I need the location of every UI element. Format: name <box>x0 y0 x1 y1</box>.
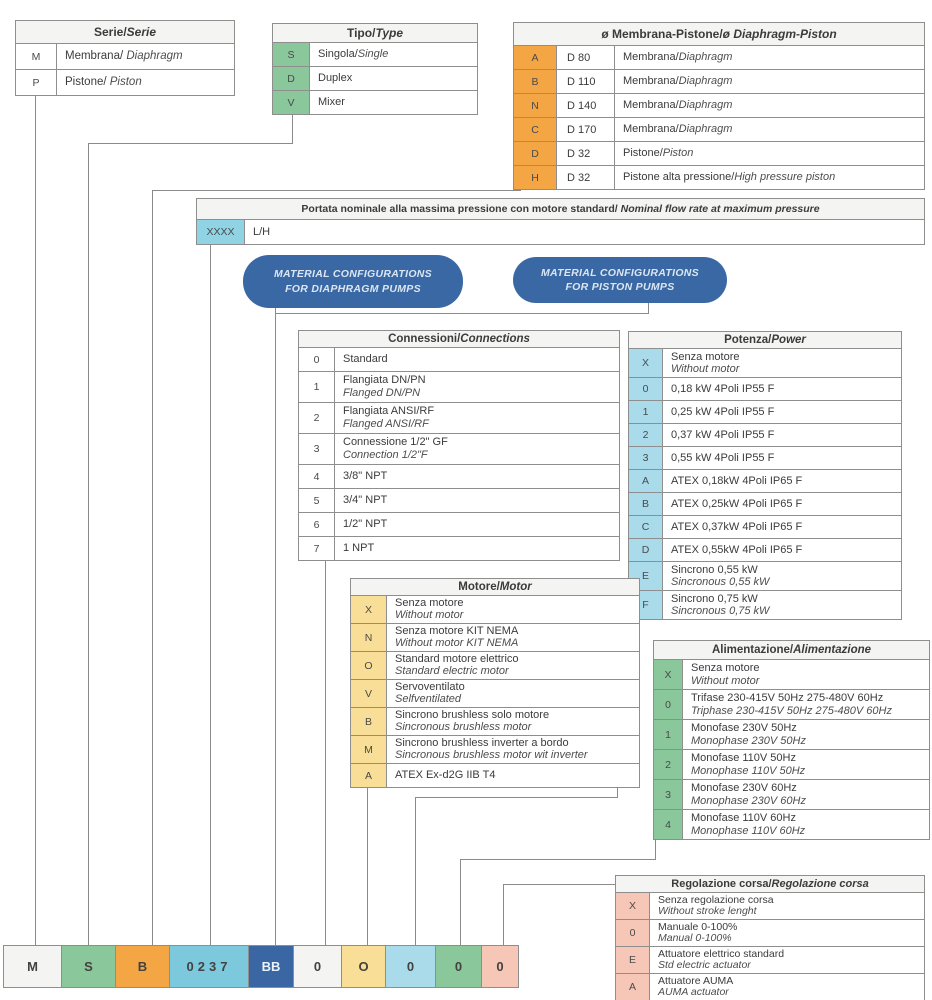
code-cell: X <box>654 660 683 689</box>
description-italian: Connessione 1/2" GF <box>343 436 448 448</box>
description-english: Without stroke lenght <box>658 905 757 917</box>
description-cell <box>663 542 901 558</box>
description-cell <box>310 70 477 87</box>
description-cell <box>615 49 924 66</box>
code-cell: 4 <box>299 465 335 488</box>
description-italian: ATEX Ex-d2G IIB T4 <box>395 768 496 781</box>
description-cell <box>335 492 619 509</box>
table-row <box>629 562 901 591</box>
description-cell <box>683 660 929 689</box>
description-italian: Membrana/ <box>623 51 679 63</box>
code-cell: 2 <box>299 403 335 433</box>
code-cell: A <box>629 470 663 492</box>
description-italian: Membrana/ <box>65 50 124 62</box>
flow-unit-cell: L/H <box>253 225 271 238</box>
code-cell: A <box>616 974 650 1000</box>
motore-table <box>350 578 640 788</box>
description-english: Sincronous 0,55 kW <box>671 576 770 588</box>
code-cell: 1 <box>629 401 663 423</box>
description-english: Diaphragm <box>678 75 733 87</box>
description-english: Without motor <box>395 608 464 621</box>
table-row <box>654 750 929 780</box>
description-cell <box>387 652 639 679</box>
title-english: Alimentazione <box>793 644 872 656</box>
code-cell: A <box>351 764 387 787</box>
potenza-table <box>628 331 902 620</box>
size-cell: D 170 <box>557 118 615 141</box>
description-italian: Trifase 230-415V 50Hz 275-480V 60Hz <box>691 692 884 704</box>
size-cell: D 110 <box>557 70 615 93</box>
table-row <box>629 378 901 401</box>
title-italian: Serie/ <box>93 25 127 39</box>
example-code-row <box>3 945 519 988</box>
description-italian: Sincrono brushless solo motore <box>395 709 550 721</box>
description-italian: Flangiata DN/PN <box>343 374 426 386</box>
code-cell: X <box>616 893 650 919</box>
table-title <box>514 23 924 46</box>
description-italian: ATEX 0,55kW 4Poli IP65 F <box>671 544 803 556</box>
description-italian: Attuatore elettrico standard <box>658 948 785 960</box>
connector-line <box>460 859 656 860</box>
description-cell <box>615 169 924 186</box>
description-cell <box>663 381 901 397</box>
description-cell <box>387 624 639 651</box>
table-row <box>351 652 639 680</box>
description-italian: Monofase 230V 60Hz <box>691 782 797 794</box>
description-english: High pressure piston <box>734 171 836 183</box>
title-italian: Motore/ <box>458 581 500 593</box>
description-cell <box>387 736 639 763</box>
description-italian: Senza motore KIT NEMA <box>395 625 519 637</box>
connector-line <box>88 143 293 144</box>
description-cell <box>335 351 619 368</box>
table-row <box>299 465 619 489</box>
code-row-cell: BB <box>248 945 294 988</box>
code-cell: C <box>629 516 663 538</box>
connector-line <box>152 190 521 191</box>
table-row <box>629 447 901 470</box>
description-italian: 0,37 kW 4Poli IP55 F <box>671 429 775 441</box>
table-row <box>299 537 619 560</box>
description-italian: Flangiata ANSI/RF <box>343 405 435 417</box>
material-config-piston-box: MATERIAL CONFIGURATIONS FOR PISTON PUMPS <box>513 257 727 303</box>
code-cell: E <box>629 562 663 590</box>
description-italian: 3/4" NPT <box>343 494 388 506</box>
description-cell <box>335 403 619 433</box>
table-row <box>299 372 619 403</box>
material-config-diaphragm-box: MATERIAL CONFIGURATIONS FOR DIAPHRAGM PUMPS <box>243 255 463 308</box>
description-english: Single <box>357 48 389 60</box>
title-english: Power <box>771 334 806 346</box>
connector-line <box>35 85 36 950</box>
table-row <box>299 513 619 537</box>
table-row <box>629 424 901 447</box>
diametro-membrana-pistone-table <box>513 22 925 190</box>
code-cell: 6 <box>299 513 335 536</box>
description-cell <box>683 750 929 779</box>
table-row <box>654 780 929 810</box>
description-italian: Pistone alta pressione/ <box>623 171 735 183</box>
description-italian: Singola/ <box>318 48 358 60</box>
description-english: Diaphragm <box>678 99 733 111</box>
description-cell <box>335 516 619 533</box>
table-row <box>654 810 929 839</box>
table-row <box>351 596 639 624</box>
table-row <box>654 720 929 750</box>
code-cell: 1 <box>654 720 683 749</box>
description-italian: Pistone/ <box>65 76 107 88</box>
code-row-cell: 0 <box>293 945 342 988</box>
description-italian: Manuale 0-100% <box>658 921 738 933</box>
code-cell: V <box>273 91 310 114</box>
table-title <box>629 332 901 349</box>
description-italian: Membrana/ <box>623 123 679 135</box>
description-italian: Monofase 110V 50Hz <box>691 752 796 764</box>
description-english: Manual 0-100% <box>658 932 732 944</box>
description-italian: Standard <box>343 353 388 365</box>
description-italian: Sincrono 0,55 kW <box>671 564 758 576</box>
table-row <box>654 660 929 690</box>
size-cell: D 32 <box>557 142 615 165</box>
description-cell <box>650 893 924 919</box>
code-cell: 0 <box>629 378 663 400</box>
description-english: Monophase 110V 60Hz <box>691 824 806 837</box>
code-cell: N <box>514 94 557 117</box>
code-cell: 3 <box>654 780 683 809</box>
connector-line <box>210 238 211 950</box>
table-row <box>299 434 619 465</box>
title-italian: Alimentazione/ <box>711 644 794 656</box>
connector-line <box>415 797 618 798</box>
description-italian: 0,18 kW 4Poli IP55 F <box>671 383 775 395</box>
table-title: Portata nominale alla massima pressione con motore standard/ Nominal flow rate at maximum pressure <box>197 199 924 220</box>
code-cell: B <box>514 70 557 93</box>
title-italian: Connessioni/ <box>388 333 461 345</box>
description-english: Sincronous brushless motor wit inverter <box>395 748 588 761</box>
regolazione-corsa-table <box>615 875 925 1000</box>
size-cell: D 80 <box>557 46 615 69</box>
code-cell: O <box>351 652 387 679</box>
title-english: Serie <box>126 25 157 39</box>
description-italian: Mixer <box>318 96 345 108</box>
description-cell <box>683 690 929 719</box>
description-english: AUMA actuator <box>658 986 729 998</box>
code-row-cell: B <box>115 945 170 988</box>
code-cell: 3 <box>299 434 335 464</box>
description-italian: Senza regolazione corsa <box>658 894 774 906</box>
code-cell: E <box>616 947 650 973</box>
table-row <box>514 94 924 118</box>
description-cell <box>310 94 477 111</box>
description-cell <box>615 73 924 90</box>
table-title <box>654 641 929 660</box>
table-row <box>16 70 234 95</box>
description-cell <box>335 468 619 485</box>
description-english: Without motor KIT NEMA <box>395 636 519 649</box>
description-english: Monophase 230V 50Hz <box>691 734 806 747</box>
description-english: Without motor <box>691 674 760 687</box>
description-cell <box>615 121 924 138</box>
description-cell <box>387 768 639 784</box>
connector-line <box>88 143 89 950</box>
connector-line <box>275 300 276 950</box>
table-row <box>273 43 477 67</box>
connector-line <box>503 884 504 950</box>
description-cell <box>650 947 924 973</box>
description-italian: Monofase 110V 60Hz <box>691 812 796 824</box>
description-cell <box>663 450 901 466</box>
code-cell: D <box>629 539 663 561</box>
code-cell: X <box>629 349 663 377</box>
description-english: Sincronous brushless motor <box>395 720 532 733</box>
size-cell: D 32 <box>557 166 615 189</box>
title-english: Regolazione corsa <box>771 878 869 890</box>
description-italian: Sincrono brushless inverter a bordo <box>395 737 569 749</box>
code-cell: V <box>351 680 387 707</box>
description-italian: Membrana/ <box>623 99 679 111</box>
table-row <box>629 516 901 539</box>
description-english: Connection 1/2"F <box>343 449 428 461</box>
title-english: Motor <box>499 581 532 593</box>
description-english: Sincronous 0,75 kW <box>671 605 770 617</box>
description-english: Flanged DN/PN <box>343 387 421 399</box>
code-row-cell: 0 <box>385 945 436 988</box>
code-cell: B <box>351 708 387 735</box>
description-italian: ATEX 0,25kW 4Poli IP65 F <box>671 498 803 510</box>
code-cell: C <box>514 118 557 141</box>
description-cell <box>335 540 619 557</box>
description-italian: Monofase 230V 50Hz <box>691 722 797 734</box>
code-row-cell: O <box>341 945 386 988</box>
table-row <box>514 118 924 142</box>
description-italian: Servoventilato <box>395 681 465 693</box>
table-row <box>514 70 924 94</box>
code-cell: D <box>273 67 310 90</box>
code-cell: N <box>351 624 387 651</box>
table-title <box>299 331 619 348</box>
code-cell: F <box>629 591 663 619</box>
description-english: Standard electric motor <box>395 664 509 677</box>
description-cell <box>683 810 929 839</box>
description-english: Diaphragm <box>123 50 183 62</box>
size-cell: D 140 <box>557 94 615 117</box>
code-cell: M <box>16 44 57 69</box>
table-row <box>299 348 619 372</box>
table-row <box>299 489 619 513</box>
description-italian: Sincrono 0,75 kW <box>671 593 758 605</box>
code-cell: M <box>351 736 387 763</box>
table-title <box>273 24 477 43</box>
description-italian: ATEX 0,18kW 4Poli IP65 F <box>671 475 803 487</box>
description-english: Triphase 230-415V 50Hz 275-480V 60Hz <box>691 704 892 717</box>
table-row <box>654 690 929 720</box>
table-row <box>514 166 924 189</box>
flow-code-cell: XXXX <box>197 220 245 244</box>
connector-line <box>415 797 416 950</box>
table-row <box>629 591 901 619</box>
table-row <box>351 680 639 708</box>
description-english: Piston <box>662 147 694 159</box>
title-italian: Tipo/ <box>346 26 376 40</box>
description-cell <box>387 680 639 707</box>
description-cell <box>663 591 901 619</box>
description-english: Flanged ANSI/RF <box>343 418 429 430</box>
table-row <box>197 220 924 244</box>
description-cell <box>335 434 619 464</box>
description-cell <box>663 473 901 489</box>
table-row <box>299 403 619 434</box>
connector-line <box>275 313 649 314</box>
description-cell <box>615 97 924 114</box>
description-cell <box>335 372 619 402</box>
table-row <box>629 470 901 493</box>
description-english: Diaphragm <box>678 123 733 135</box>
description-cell <box>663 404 901 420</box>
serie-table <box>15 20 235 96</box>
code-cell: H <box>514 166 557 189</box>
table-row <box>16 44 234 70</box>
description-italian: ATEX 0,37kW 4Poli IP65 F <box>671 521 803 533</box>
description-cell <box>387 596 639 623</box>
connector-line <box>152 190 153 950</box>
code-row-cell: S <box>61 945 116 988</box>
description-cell <box>615 145 924 162</box>
table-row <box>273 91 477 114</box>
description-italian: 0,55 kW 4Poli IP55 F <box>671 452 775 464</box>
code-cell: 4 <box>654 810 683 839</box>
description-italian: Standard motore elettrico <box>395 653 519 665</box>
title-english: Type <box>375 26 403 40</box>
code-cell: B <box>629 493 663 515</box>
table-row <box>629 493 901 516</box>
connector-line <box>325 550 326 950</box>
code-cell: 2 <box>654 750 683 779</box>
code-row-cell: 0 <box>435 945 482 988</box>
code-cell: 5 <box>299 489 335 512</box>
code-cell: 3 <box>629 447 663 469</box>
code-cell: X <box>351 596 387 623</box>
description-cell <box>663 349 901 377</box>
table-title <box>616 876 924 893</box>
table-title <box>16 21 234 44</box>
code-cell: A <box>514 46 557 69</box>
title-italian: ø Membrana-Pistone/ <box>601 27 723 41</box>
description-cell <box>663 519 901 535</box>
table-row <box>273 67 477 91</box>
description-italian: Membrana/ <box>623 75 679 87</box>
table-row <box>351 736 639 764</box>
description-cell <box>387 708 639 735</box>
code-row-cell: 0 <box>481 945 519 988</box>
code-cell: 0 <box>654 690 683 719</box>
description-cell <box>663 496 901 512</box>
code-row-cell: M <box>3 945 62 988</box>
description-english: Selfventilated <box>395 692 462 705</box>
table-row <box>629 349 901 378</box>
title-italian: Potenza/ <box>724 334 772 346</box>
table-row <box>616 920 924 947</box>
table-row <box>629 401 901 424</box>
code-cell: 0 <box>299 348 335 371</box>
connector-line <box>655 838 656 859</box>
code-cell: 2 <box>629 424 663 446</box>
alimentazione-table <box>653 640 930 840</box>
description-italian: 1/2" NPT <box>343 518 388 530</box>
description-cell <box>310 46 477 63</box>
table-row <box>616 893 924 920</box>
title-english: Connections <box>460 333 530 345</box>
table-row <box>351 708 639 736</box>
table-row <box>629 539 901 562</box>
description-italian: Attuatore AUMA <box>658 975 734 987</box>
description-cell <box>663 427 901 443</box>
description-english: Without motor <box>671 363 740 375</box>
code-cell: D <box>514 142 557 165</box>
description-italian: Senza motore <box>671 351 740 363</box>
description-italian: 1 NPT <box>343 542 375 554</box>
description-italian: Senza motore <box>691 662 760 674</box>
table-row <box>514 46 924 70</box>
description-english: Monophase 230V 60Hz <box>691 794 806 807</box>
description-english: Diaphragm <box>678 51 733 63</box>
description-english: Monophase 110V 50Hz <box>691 764 806 777</box>
table-row <box>351 764 639 787</box>
description-english: Std electric actuator <box>658 959 751 971</box>
description-cell <box>683 720 929 749</box>
description-cell <box>57 74 234 91</box>
description-italian: 0,25 kW 4Poli IP55 F <box>671 406 775 418</box>
code-cell: 7 <box>299 537 335 560</box>
code-cell: 0 <box>616 920 650 946</box>
connector-line <box>460 859 461 950</box>
description-italian: Senza motore <box>395 597 464 609</box>
description-italian: 3/8" NPT <box>343 470 388 482</box>
connector-line <box>367 785 368 950</box>
description-english: Piston <box>106 76 142 88</box>
table-row <box>616 947 924 974</box>
code-row-cell: 0237 <box>169 945 249 988</box>
table-title <box>351 579 639 596</box>
description-cell <box>663 562 901 590</box>
title-english: ø Diaphragm-Piston <box>722 27 837 41</box>
title-italian: Regolazione corsa/ <box>671 878 772 890</box>
connector-line <box>503 884 615 885</box>
connessioni-table <box>298 330 620 561</box>
code-cell: S <box>273 43 310 66</box>
table-row <box>514 142 924 166</box>
description-cell <box>650 974 924 1000</box>
portata-nominale-table <box>196 198 925 245</box>
description-cell <box>683 780 929 809</box>
table-row <box>351 624 639 652</box>
description-cell <box>650 920 924 946</box>
code-cell: P <box>16 70 57 95</box>
table-row <box>616 974 924 1000</box>
code-cell: 1 <box>299 372 335 402</box>
description-italian: Pistone/ <box>623 147 663 159</box>
description-italian: Duplex <box>318 72 353 84</box>
description-cell <box>57 48 234 65</box>
tipo-table <box>272 23 478 115</box>
